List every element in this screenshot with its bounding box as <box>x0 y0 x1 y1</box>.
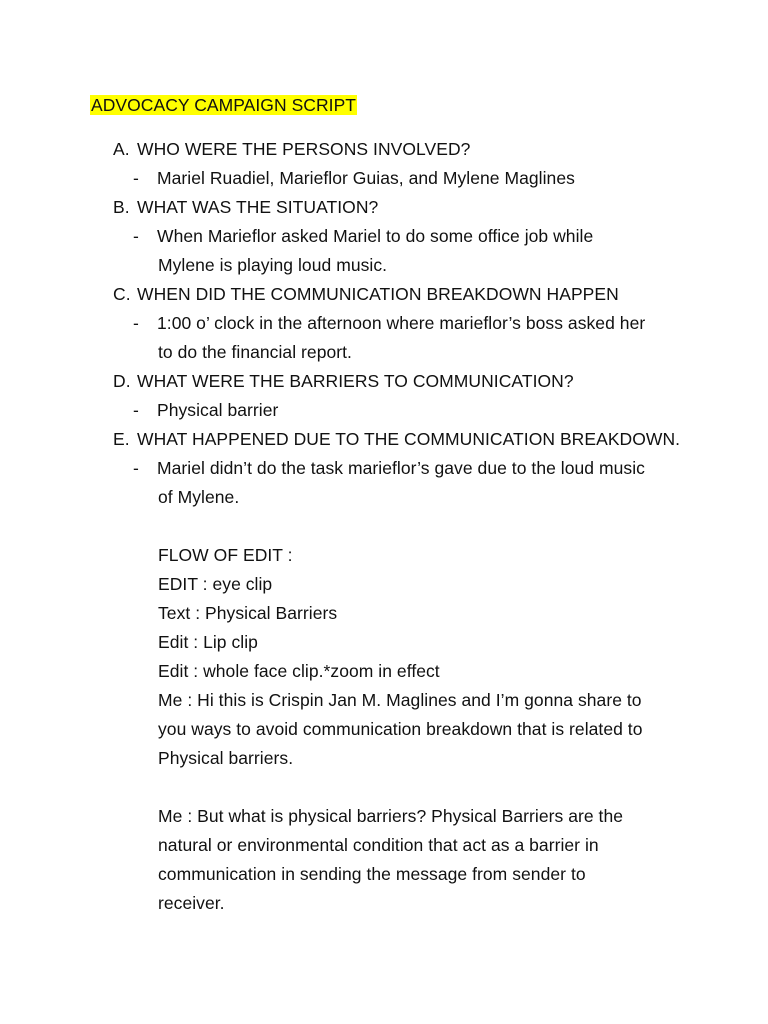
question-text: WHAT WAS THE SITUATION? <box>137 197 379 217</box>
question-d <box>113 367 574 396</box>
flow-line: Me : Hi this is Crispin Jan M. Maglines and I’m gonna share to <box>158 690 642 710</box>
answer-text: Mariel didn’t do the task marieflor’s gave due to the loud music <box>157 458 645 478</box>
flow-line: Edit : whole face clip.*zoom in effect <box>158 661 440 681</box>
flow-heading: FLOW OF EDIT : <box>158 545 293 565</box>
question-b <box>113 193 378 222</box>
question-marker: A. <box>113 139 130 159</box>
question-text: WHAT HAPPENED DUE TO THE COMMUNICATION BREAKDOWN. <box>137 429 681 449</box>
answer-c-line-2 <box>158 338 352 367</box>
answer-text: Mylene is playing loud music. <box>158 255 388 275</box>
paragraph-line: receiver. <box>158 893 225 913</box>
question-c <box>113 280 619 309</box>
answer-a-line-1 <box>133 164 575 193</box>
paragraph-line: natural or environmental condition that act as a barrier in <box>158 835 599 855</box>
flow-line: Text : Physical Barriers <box>158 603 338 623</box>
answer-e-line-1 <box>133 454 645 483</box>
flow-line: EDIT : eye clip <box>158 574 273 594</box>
answer-text: to do the financial report. <box>158 342 352 362</box>
question-marker: D. <box>113 371 131 391</box>
dash-marker: - <box>133 400 139 420</box>
dash-marker: - <box>133 313 139 333</box>
question-text: WHAT WERE THE BARRIERS TO COMMUNICATION? <box>137 371 574 391</box>
question-text: WHEN DID THE COMMUNICATION BREAKDOWN HAPPEN <box>137 284 619 304</box>
answer-b-line-2 <box>158 251 387 280</box>
answer-c-line-1 <box>133 309 645 338</box>
question-marker: E. <box>113 429 130 449</box>
paragraph-line: communication in sending the message from sender to <box>158 864 586 884</box>
answer-text: Mariel Ruadiel, Marieflor Guias, and Mylene Maglines <box>157 168 575 188</box>
flow-line: Physical barriers. <box>158 748 294 768</box>
answer-text: When Marieflor asked Mariel to do some office job while <box>157 226 594 246</box>
flow-line: you ways to avoid communication breakdown that is related to <box>158 719 643 739</box>
question-marker: B. <box>113 197 130 217</box>
document-title <box>90 91 357 120</box>
question-marker: C. <box>113 284 131 304</box>
dash-marker: - <box>133 458 139 478</box>
dash-marker: - <box>133 226 139 246</box>
flow-line: Edit : Lip clip <box>158 632 258 652</box>
answer-e-line-2 <box>158 483 239 512</box>
paragraph-line: Me : But what is physical barriers? Physical Barriers are the <box>158 806 624 826</box>
title-highlight: ADVOCACY CAMPAIGN SCRIPT <box>91 95 357 115</box>
question-e <box>113 425 680 454</box>
answer-b-line-1 <box>133 222 593 251</box>
dash-marker: - <box>133 168 139 188</box>
answer-text: 1:00 o’ clock in the afternoon where marieflor’s boss asked her <box>157 313 646 333</box>
question-a <box>113 135 470 164</box>
answer-text: Physical barrier <box>157 400 279 420</box>
answer-d-line-1 <box>133 396 278 425</box>
answer-text: of Mylene. <box>158 487 240 507</box>
question-text: WHO WERE THE PERSONS INVOLVED? <box>137 139 471 159</box>
